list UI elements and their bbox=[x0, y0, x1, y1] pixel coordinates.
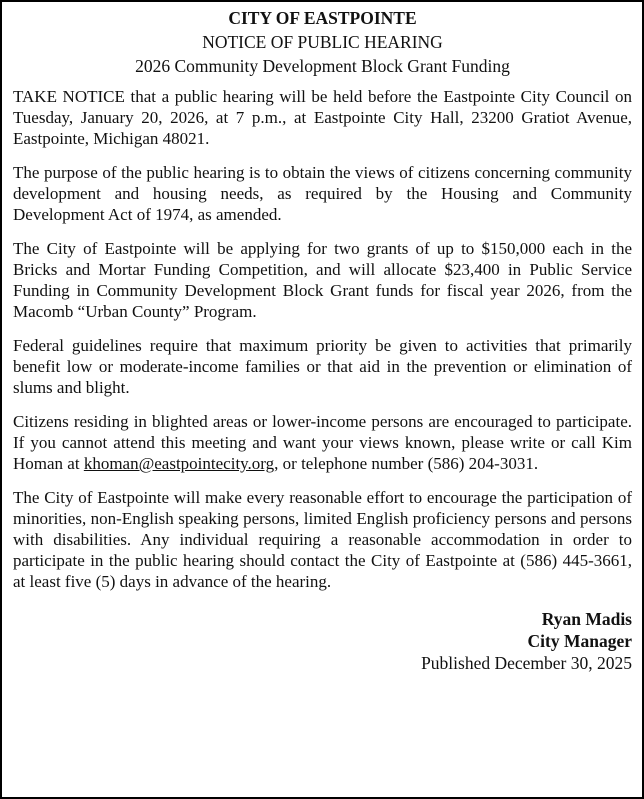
funding-paragraph: The City of Eastpointe will be applying for two grants of up to $150,000 each in the Bricks and Mortar Funding Competition, and will allocate $23,400 in Public Service Funding in Community Development Block Grant funds for fiscal year 2026, from the Macomb “Urban County” Program. bbox=[13, 239, 632, 321]
accommodation-paragraph: The City of Eastpointe will make every reasonable effort to encourage the participation of minorities, non-English speaking persons, limited English proficiency persons and persons with disabilities. Any individual requiring a reasonable accommodation in order to participate in the public hearing should contact the City of Eastpointe at (586) 445-3661, at least five (5) days in advance of the hearing. bbox=[13, 488, 632, 591]
signer-name: Ryan Madis bbox=[541, 609, 632, 629]
city-name: CITY OF EASTPOINTE bbox=[228, 8, 417, 28]
notice-type: NOTICE OF PUBLIC HEARING bbox=[202, 32, 443, 52]
signature-block bbox=[13, 608, 632, 674]
participation-text-start: Citizens residing in blighted areas or lower-income persons are encouraged to participate. If you cannot attend this meeting and want your views known, please write or call Kim Homan at bbox=[13, 412, 632, 473]
participation-text-end: , or telephone number (586) 204-3031. bbox=[274, 454, 539, 473]
hearing-details-paragraph: TAKE NOTICE that a public hearing will be held before the Eastpointe City Council on Tuesday, January 20, 2026, at 7 p.m., at Eastpointe City Hall, 23200 Gratiot Avenue, Eastpointe, Michigan 48021. bbox=[13, 87, 632, 148]
notice-header bbox=[13, 6, 632, 78]
notice-subject: 2026 Community Development Block Grant Funding bbox=[135, 56, 510, 76]
contact-email-link[interactable]: khoman@eastpointecity.org bbox=[83, 454, 275, 473]
signer-title: City Manager bbox=[527, 631, 632, 651]
publication-date: Published December 30, 2025 bbox=[421, 653, 632, 673]
participation-paragraph bbox=[13, 411, 632, 474]
purpose-paragraph: The purpose of the public hearing is to obtain the views of citizens concerning community development and housing needs, as required by the Housing and Community Development Act of 1974, as amended. bbox=[13, 163, 632, 224]
guidelines-paragraph: Federal guidelines require that maximum priority be given to activities that primarily benefit low or moderate-income families or that aid in the prevention or elimination of slums and blight. bbox=[13, 336, 632, 397]
